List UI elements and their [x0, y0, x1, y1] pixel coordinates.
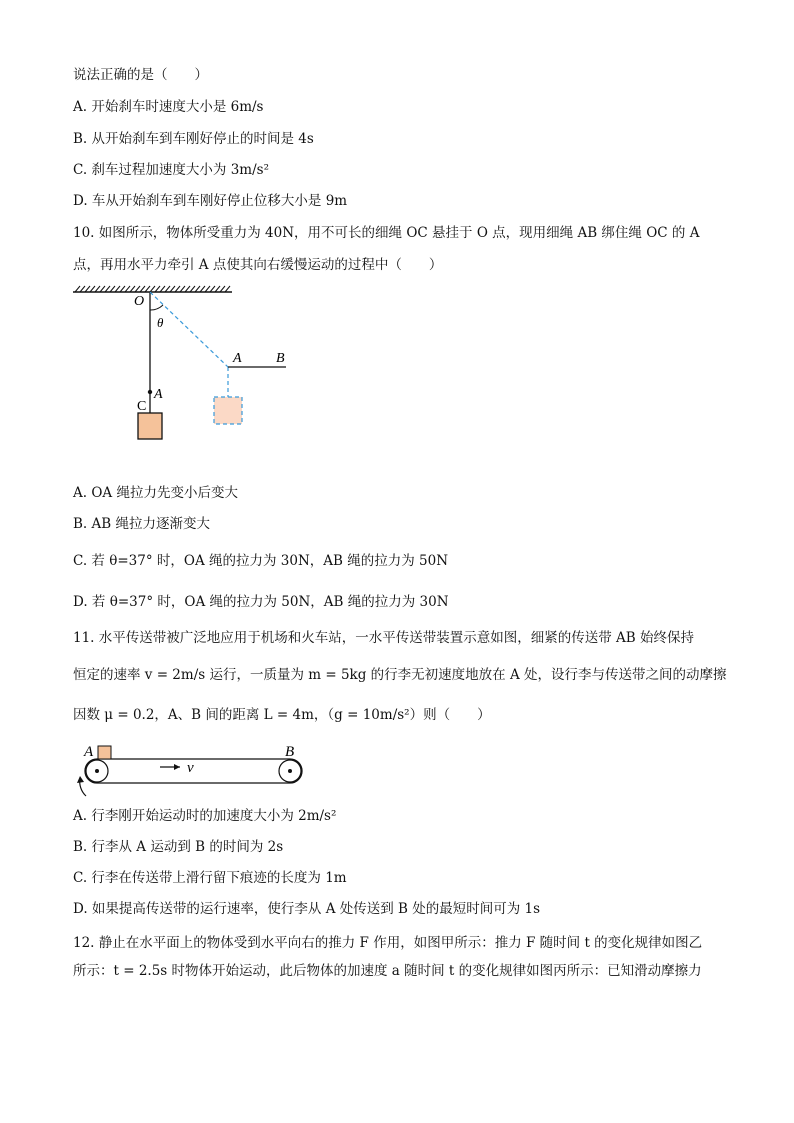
label-b: B — [285, 744, 295, 760]
label-a-right: A — [233, 351, 242, 366]
ceiling-hatch — [73, 286, 232, 292]
q10-stem-line1: 10. 如图所示，物体所受重力为 40N，用不可长的细绳 OC 悬挂于 O 点，现用细绳 AB 绑住绳 OC 的 A — [73, 225, 700, 241]
label-theta: θ — [157, 315, 164, 330]
label-a-left: A — [154, 387, 163, 402]
theta-arc — [150, 305, 163, 310]
q11-stem-line2: 恒定的速率 v = 2m/s 运行，一质量为 m = 5kg 的行李无初速度地放在 A 处，设行李与传送带之间的动摩擦 — [73, 667, 727, 683]
q11-option-d: D. 如果提高传送带的运行速率，使行李从 A 处传送到 B 处的最短时间可为 1s — [73, 901, 541, 917]
rotation-arrow-head — [77, 776, 84, 783]
pulley-left-axle — [95, 769, 99, 773]
block-c — [138, 413, 162, 439]
q9-option-d: D. 车从开始刹车到车刚好停止位移大小是 9m — [73, 193, 348, 209]
q9-option-c: C. 刹车过程加速度大小为 3m/s² — [73, 162, 270, 178]
label-v: v — [187, 760, 194, 776]
pulley-right-axle — [288, 769, 292, 773]
label-a: A — [84, 744, 94, 760]
q10-option-a: A. OA 绳拉力先变小后变大 — [73, 485, 238, 501]
q10-option-c: C. 若 θ=37° 时，OA 绳的拉力为 30N，AB 绳的拉力为 50N — [73, 553, 449, 569]
q12-stem-line2: 所示：t = 2.5s 时物体开始运动，此后物体的加速度 a 随时间 t 的变化规律如图丙所示：已知滑动摩擦力 — [73, 963, 702, 979]
q12-stem-line1: 12. 静止在水平面上的物体受到水平向右的推力 F 作用，如图甲所示：推力 F 随时间 t 的变化规律如图乙 — [73, 935, 703, 951]
q11-stem-line1: 11. 水平传送带被广泛地应用于机场和火车站，一水平传送带装置示意如图，细紧的传送带 AB 始终保持 — [73, 630, 695, 646]
q11-option-c: C. 行李在传送带上滑行留下痕迹的长度为 1m — [73, 870, 347, 886]
q9-option-a: A. 开始刹车时速度大小是 6m/s — [73, 99, 264, 115]
block-displaced — [214, 397, 242, 424]
q10-figure — [0, 0, 794, 470]
label-b: B — [276, 351, 285, 366]
label-o: O — [134, 294, 145, 309]
q11-option-b: B. 行李从 A 运动到 B 的时间为 2s — [73, 839, 284, 855]
luggage-block — [98, 746, 111, 759]
point-a-left — [148, 390, 152, 394]
q11-figure — [0, 735, 794, 805]
q9-stem-tail: 说法正确的是（ ） — [73, 67, 208, 83]
q10-option-b: B. AB 绳拉力逐渐变大 — [73, 516, 210, 532]
velocity-arrow-head — [174, 764, 180, 770]
q10-option-d: D. 若 θ=37° 时，OA 绳的拉力为 50N，AB 绳的拉力为 30N — [73, 594, 449, 610]
q11-option-a: A. 行李刚开始运动时的加速度大小为 2m/s² — [73, 808, 337, 824]
q9-option-b: B. 从开始刹车到车刚好停止的时间是 4s — [73, 131, 314, 147]
q10-stem-line2: 点，再用水平力牵引 A 点使其向右缓慢运动的过程中（ ） — [73, 257, 443, 273]
label-c: C — [137, 399, 147, 414]
q11-stem-line3: 因数 μ = 0.2，A、B 间的距离 L = 4m，（g = 10m/s²）则（ ） — [73, 707, 491, 723]
